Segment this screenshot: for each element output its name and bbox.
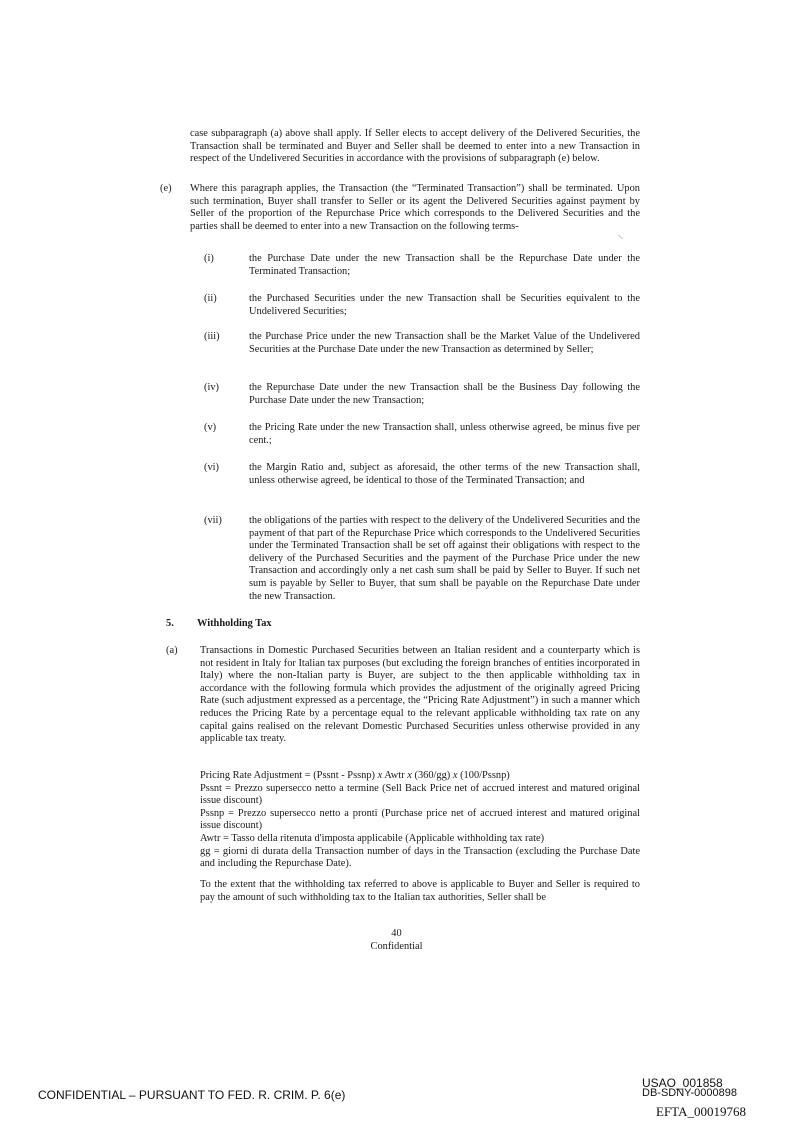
formula-multiply: x [452, 770, 458, 781]
db-bates-stamp: DB-SDNY-0000898 [642, 1087, 737, 1099]
scan-mark [618, 235, 623, 239]
item-a-label: (a) [166, 645, 178, 656]
sub-item-label: (ii) [204, 293, 217, 304]
definition-gg: gg = giorni di durata della Transaction number of days in the Transaction (excluding the Purchase Date and including the Repurchase Date). [200, 845, 640, 870]
formula-line [200, 770, 640, 783]
sub-item-label: (v) [204, 422, 217, 433]
section-title: Withholding Tax [197, 618, 272, 629]
sub-item-label: (iv) [204, 382, 220, 393]
sub-item-text: the obligations of the parties with respect to the delivery of the Undelivered Securities and the payment of that part of the Repurchase Price which corresponds to the Undelivered Securities under the Terminated Transaction shall be set off against their obligations with respect to the delivery of the Purchased Securities and the payment of the Purchase Price under the new Transaction and accordingly only a net cash sum shall be paid by Seller to Buyer. If such net sum is payable by Seller to Buyer, that sum shall be payable on the Repurchase Date under the new Transaction. [249, 515, 640, 602]
intro-paragraph: case subparagraph (a) above shall apply. If Seller elects to accept delivery of the Delivered Securities, the Transaction shall be terminated and Buyer and Seller shall be deemed to enter into a new Transaction in respect of the Undelivered Securities in accordance with the provisions of subparagraph (e) below. [190, 128, 640, 165]
confidential-footer: Confidential [370, 941, 423, 952]
item-e-label: (e) [160, 183, 172, 194]
formula-mid1: Awtr [382, 770, 408, 781]
page-number: 40 [391, 928, 402, 939]
formula-multiply: x [407, 770, 412, 781]
sub-item-label: (i) [204, 253, 214, 264]
confidential-stamp: CONFIDENTIAL – PURSUANT TO FED. R. CRIM. P. 6(e) [38, 1088, 346, 1102]
sub-item-text: the Repurchase Date under the new Transaction shall be the Business Day following the Purchase Date under the new Transaction; [249, 382, 640, 406]
efta-bates-stamp: EFTA_00019768 [656, 1104, 746, 1119]
definition-pssnt: Pssnt = Prezzo supersecco netto a termine (Sell Back Price net of accrued interest and matured original issue discount) [200, 782, 640, 807]
sub-item-label: (iii) [204, 331, 220, 342]
formula-prefix: Pricing Rate Adjustment = (Pssnt - Pssnp) [200, 770, 378, 781]
section-number: 5. [166, 618, 174, 629]
sub-item-text: the Purchase Date under the new Transaction shall be the Repurchase Date under the Terminated Transaction; [249, 253, 640, 277]
formula-multiply: x [377, 770, 383, 781]
sub-item-text: the Pricing Rate under the new Transaction shall, unless otherwise agreed, be minus five per cent.; [249, 422, 640, 446]
sub-item-text: the Purchase Price under the new Transaction shall be the Market Value of the Undelivered Securities at the Purchase Date under the new Transaction as determined by Seller; [249, 331, 640, 355]
item-a-text: Transactions in Domestic Purchased Securities between an Italian resident and a counterparty which is not resident in Italy for Italian tax purposes (but excluding the foreign branches of entities incorporated in Italy) where the non-Italian party is Buyer, are subject to the then applicable withholding tax in accordance with the following formula which provides the adjustment of the originally agreed Pricing Rate (such adjustment expressed as a percentage, the “Pricing Rate Adjustment”) in such a manner which reduces the Pricing Rate by a percentage equal to the relevant applicable withholding tax rate on any capital gains realised on the relevant Domestic Purchased Securities unless otherwise provided in any applicable tax treaty. [200, 645, 640, 745]
formula-mid2: (360/gg) [411, 770, 453, 781]
definition-pssnp: Pssnp = Prezzo supersecco netto a pronti (Purchase price net of accrued interest and matured original issue discount) [200, 807, 640, 832]
sub-item-text: the Purchased Securities under the new Transaction shall be Securities equivalent to the Undelivered Securities; [249, 293, 640, 317]
sub-item-label: (vi) [204, 462, 220, 473]
formula-suffix: (100/Pssnp) [457, 770, 510, 781]
sub-item-label: (vii) [204, 515, 222, 526]
item-e-text: Where this paragraph applies, the Transaction (the “Terminated Transaction”) shall be terminated. Upon such termination, Buyer shall transfer to Seller or its agent the Delivered Securities against payment by Seller of the proportion of the Repurchase Price which corresponds to the Delivered Securities and the parties shall be deemed to enter into a new Transaction on the following terms- [190, 183, 640, 232]
closing-paragraph: To the extent that the withholding tax referred to above is applicable to Buyer and Seller is required to pay the amount of such withholding tax to the Italian tax authorities, Seller shall be [200, 879, 640, 903]
usao-bates-stamp: USAO_001858 [642, 1076, 723, 1090]
sub-item-text: the Margin Ratio and, subject as aforesaid, the other terms of the new Transaction shall, unless otherwise agreed, be identical to those of the Terminated Transaction; and [249, 462, 640, 486]
definition-awtr: Awtr = Tasso della ritenuta d'imposta applicabile (Applicable withholding tax rate) [200, 832, 545, 844]
formula-block [200, 770, 640, 871]
